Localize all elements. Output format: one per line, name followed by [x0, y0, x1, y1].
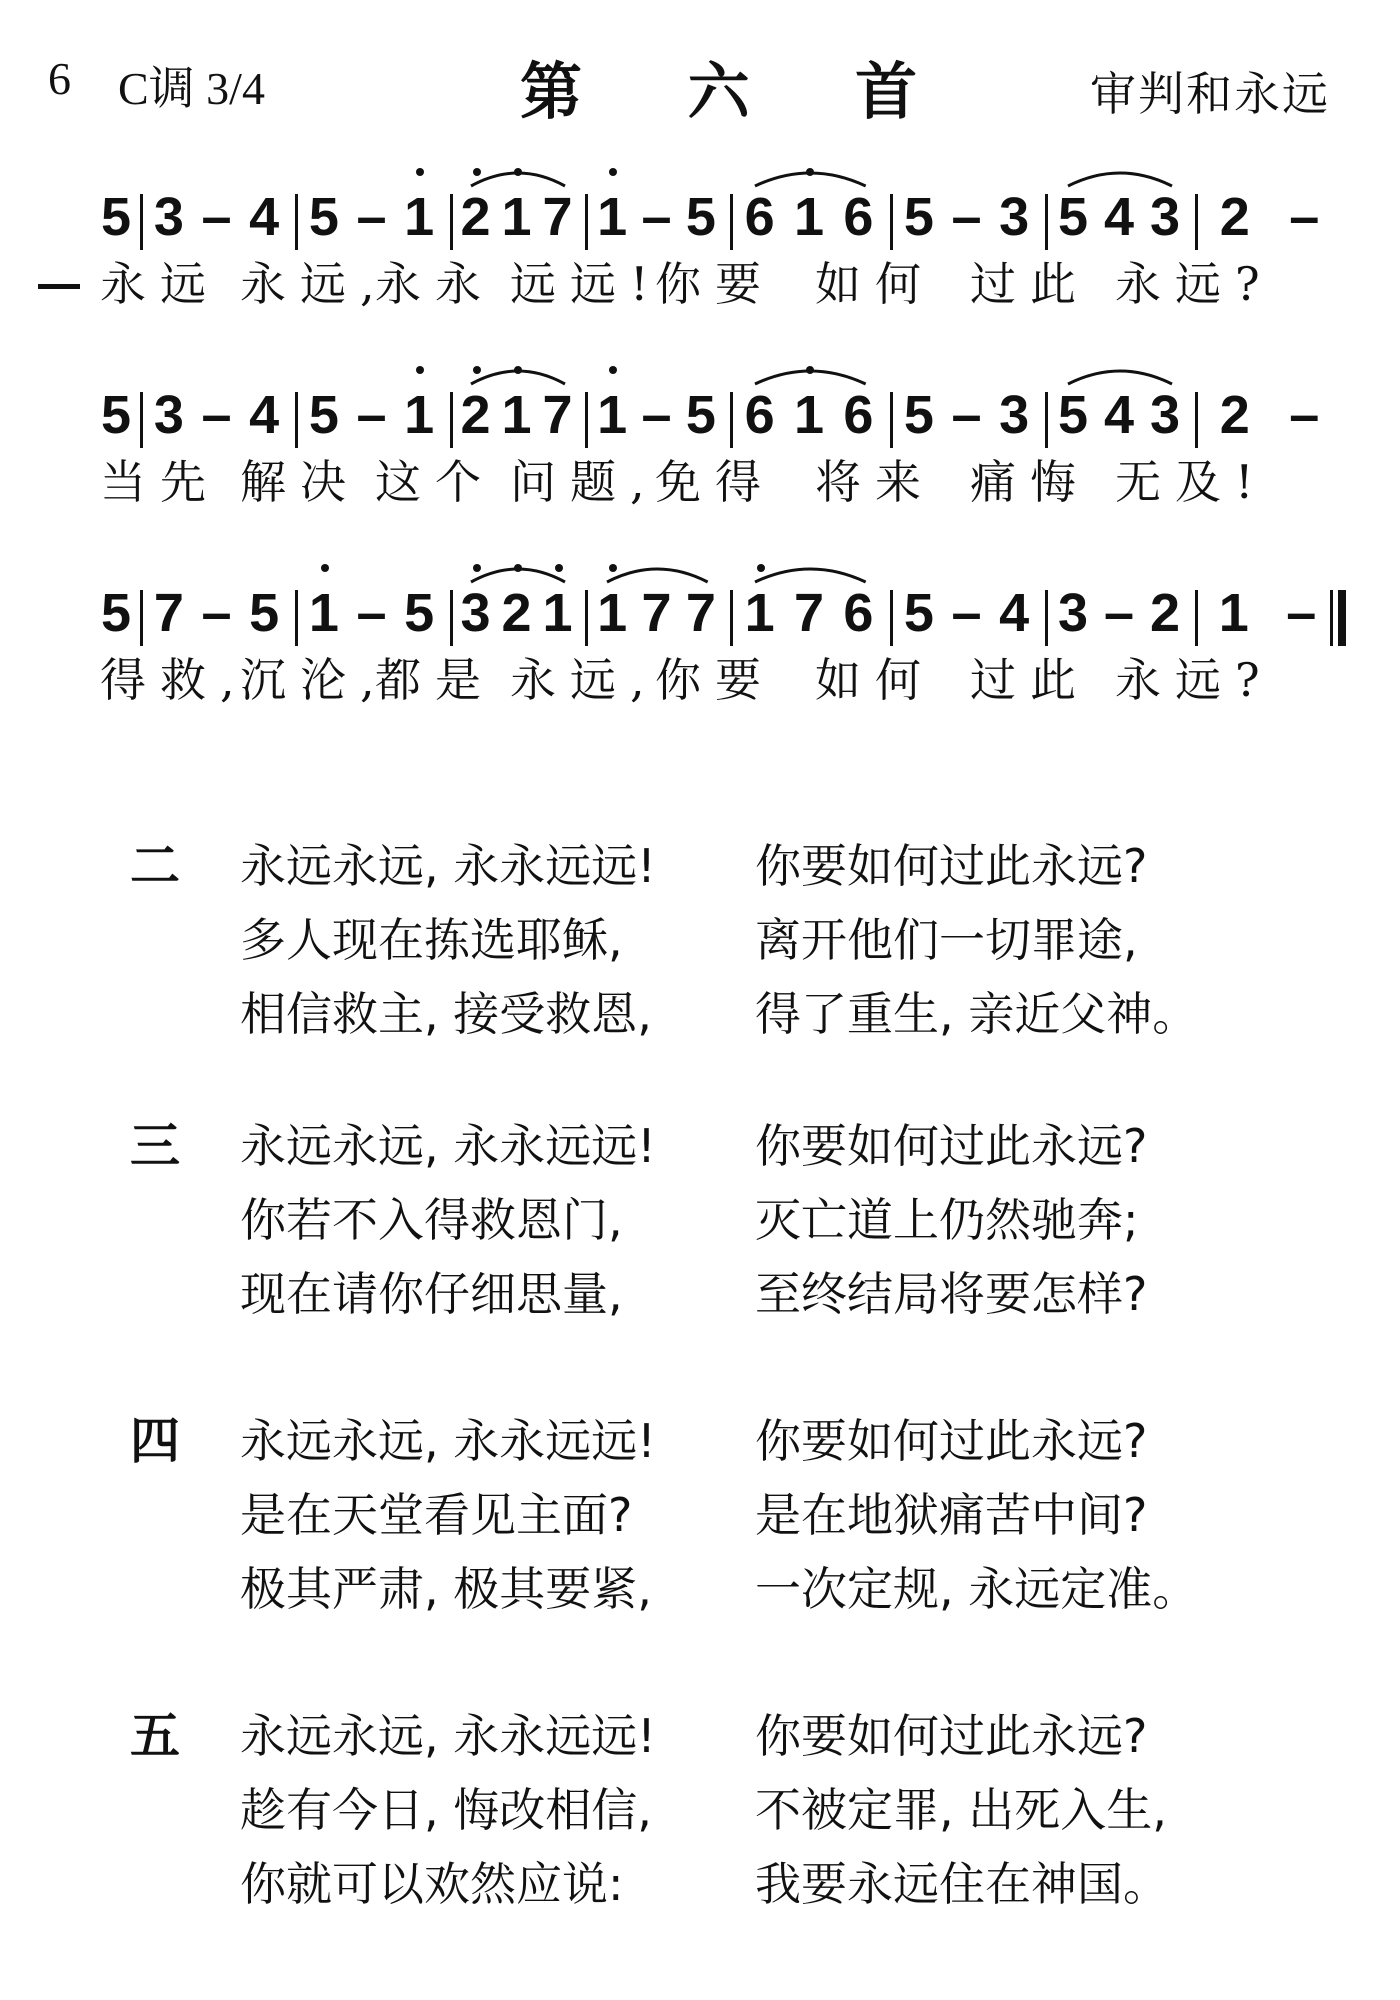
- slur-mark: [603, 562, 712, 586]
- final-barline-thick: [1338, 590, 1346, 646]
- verse-line: 离开他们一切罪途,: [755, 913, 1138, 967]
- note: 5: [903, 385, 934, 445]
- lyric-word: 问题,: [510, 455, 659, 509]
- barline: [890, 392, 893, 448]
- note: 5: [685, 385, 716, 445]
- note: 7: [641, 583, 672, 643]
- note: 1: [501, 187, 532, 247]
- high-octave-dot: [609, 366, 617, 374]
- barline: [585, 590, 588, 646]
- note: 1: [597, 583, 628, 643]
- note: 5: [903, 583, 934, 643]
- lyrics-row: [100, 256, 1340, 326]
- barline: [585, 194, 588, 250]
- note: 2: [1219, 187, 1250, 247]
- dash-extension: –: [1286, 583, 1317, 643]
- note: 2: [501, 583, 532, 643]
- note: 1: [744, 583, 775, 643]
- note: 4: [1104, 385, 1135, 445]
- note: 5: [101, 187, 132, 247]
- verse-line: 你就可以欢然应说:: [240, 1857, 624, 1911]
- lyric-word: 永远,: [240, 257, 389, 311]
- verse-line: 永远永远, 永永远远!: [240, 1119, 656, 1173]
- verse-line: 是在天堂看见主面?: [240, 1488, 633, 1542]
- note: 5: [404, 583, 435, 643]
- note: 4: [249, 187, 280, 247]
- note: 3: [999, 385, 1030, 445]
- lyric-word: 如何: [815, 257, 935, 311]
- barline: [585, 392, 588, 448]
- note: 6: [744, 385, 775, 445]
- high-octave-dot: [321, 564, 329, 572]
- verse-line: 趁有今日, 悔改相信,: [240, 1783, 652, 1837]
- lead-dash: [38, 284, 80, 289]
- dash-extension: –: [951, 385, 982, 445]
- note: 6: [843, 583, 874, 643]
- slur-mark: [1064, 166, 1176, 190]
- note: 1: [597, 187, 628, 247]
- note: 2: [1150, 583, 1181, 643]
- barline: [730, 392, 733, 448]
- note: 1: [308, 583, 339, 643]
- lyric-word: 当先: [100, 455, 220, 509]
- lyric-word: 你要: [655, 257, 775, 311]
- note: 1: [794, 385, 825, 445]
- final-barline-thin: [1330, 590, 1333, 646]
- lyric-word: 永远?: [1115, 653, 1274, 707]
- high-octave-dot: [416, 366, 424, 374]
- slur-mark: [467, 364, 569, 388]
- barline: [450, 392, 453, 448]
- barline: [1195, 194, 1198, 250]
- note: 1: [404, 187, 435, 247]
- verse-line: 永远永远, 永永远远!: [240, 1709, 656, 1763]
- note: 5: [1058, 385, 1089, 445]
- lyric-word: 过此: [970, 257, 1090, 311]
- lyric-word: 得救,: [100, 653, 249, 707]
- verse-line: 极其严肃, 极其要紧,: [240, 1562, 652, 1616]
- slur-mark: [751, 166, 870, 190]
- note: 6: [744, 187, 775, 247]
- verse-number: 三: [130, 1117, 180, 1175]
- verse-line: 永远永远, 永永远远!: [240, 1414, 656, 1468]
- note: 1: [1218, 583, 1249, 643]
- dash-extension: –: [951, 187, 982, 247]
- note: 4: [249, 385, 280, 445]
- verse-line: 多人现在拣选耶稣,: [240, 913, 623, 967]
- score-system-2: [100, 358, 1340, 524]
- note: 3: [460, 583, 491, 643]
- notes-row: [100, 556, 1340, 652]
- note: 5: [101, 385, 132, 445]
- lyric-word: 永永: [375, 257, 495, 311]
- score-system-1: [100, 160, 1340, 326]
- barline: [890, 194, 893, 250]
- verse-line: 至终结局将要怎样?: [755, 1267, 1148, 1321]
- dash-extension: –: [356, 187, 387, 247]
- note: 2: [1219, 385, 1250, 445]
- high-octave-dot: [609, 168, 617, 176]
- barline: [1195, 392, 1198, 448]
- note: 7: [685, 583, 716, 643]
- barline: [1045, 590, 1048, 646]
- barline: [450, 590, 453, 646]
- note: 5: [308, 385, 339, 445]
- lyric-word: 痛悔: [970, 455, 1090, 509]
- verse-line: 不被定罪, 出死入生,: [755, 1783, 1167, 1837]
- dash-extension: –: [1104, 583, 1135, 643]
- note: 5: [308, 187, 339, 247]
- verse-number: 二: [130, 837, 180, 895]
- barline: [890, 590, 893, 646]
- note: 1: [501, 385, 532, 445]
- slur-mark: [751, 364, 870, 388]
- dash-extension: –: [951, 583, 982, 643]
- lyric-word: 免得: [655, 455, 775, 509]
- note: 5: [903, 187, 934, 247]
- verse-line: 你要如何过此永远?: [755, 839, 1148, 893]
- slur-mark: [467, 562, 569, 586]
- note: 1: [597, 385, 628, 445]
- note: 3: [999, 187, 1030, 247]
- note: 4: [999, 583, 1030, 643]
- slur-mark: [467, 166, 569, 190]
- note: 3: [1058, 583, 1089, 643]
- lyric-word: 无及!: [1115, 455, 1268, 509]
- dash-extension: –: [356, 583, 387, 643]
- barline: [295, 392, 298, 448]
- barline: [1045, 392, 1048, 448]
- dash-extension: –: [201, 187, 232, 247]
- note: 7: [153, 583, 184, 643]
- barline: [730, 590, 733, 646]
- dash-extension: –: [1289, 385, 1320, 445]
- note: 2: [460, 187, 491, 247]
- notes-row: [100, 358, 1340, 454]
- lyric-word: 沉沦,: [240, 653, 389, 707]
- barline: [730, 194, 733, 250]
- barline: [140, 590, 143, 646]
- barline: [140, 392, 143, 448]
- note: 3: [1150, 187, 1181, 247]
- verse-line: 你若不入得救恩门,: [240, 1193, 623, 1247]
- key-time-signature: C调 3/4: [118, 63, 265, 114]
- verse-line: 我要永远住在神国。: [755, 1857, 1169, 1911]
- verse-line: 一次定规, 永远定准。: [755, 1562, 1199, 1616]
- score-system-3: [100, 556, 1340, 722]
- lyric-word: 将来: [815, 455, 935, 509]
- note: 6: [843, 385, 874, 445]
- verse-number: 五: [130, 1707, 180, 1765]
- note: 7: [542, 187, 573, 247]
- lyrics-row: [100, 454, 1340, 524]
- verse-line: 现在请你仔细思量,: [240, 1267, 623, 1321]
- barline: [450, 194, 453, 250]
- barline: [295, 194, 298, 250]
- note: 5: [249, 583, 280, 643]
- barline: [1195, 590, 1198, 646]
- barline: [295, 590, 298, 646]
- dash-extension: –: [641, 385, 672, 445]
- verse-line: 你要如何过此永远?: [755, 1709, 1148, 1763]
- note: 3: [1150, 385, 1181, 445]
- lyric-word: 解决: [240, 455, 360, 509]
- dash-extension: –: [356, 385, 387, 445]
- hymn-subtitle: 审判和永远: [1090, 67, 1330, 121]
- lyric-word: 远远!: [510, 257, 663, 311]
- lyric-word: 这个: [375, 455, 495, 509]
- dash-extension: –: [201, 583, 232, 643]
- lyric-word: 如何: [815, 653, 935, 707]
- lyrics-row: [100, 652, 1340, 722]
- note: 3: [153, 385, 184, 445]
- lyric-word: 永远?: [1115, 257, 1274, 311]
- lyric-word: 你要: [655, 653, 775, 707]
- note: 5: [685, 187, 716, 247]
- high-octave-dot: [416, 168, 424, 176]
- dash-extension: –: [641, 187, 672, 247]
- slur-mark: [1064, 364, 1176, 388]
- verse-line: 永远永远, 永永远远!: [240, 839, 656, 893]
- lyric-word: 永远,: [510, 653, 659, 707]
- hymn-header: [0, 0, 1400, 140]
- lyric-word: 都是: [375, 653, 495, 707]
- verse-line: 你要如何过此永远?: [755, 1119, 1148, 1173]
- dash-extension: –: [1289, 187, 1320, 247]
- hymn-title: 第 六 首: [520, 55, 960, 128]
- notes-row: [100, 160, 1340, 256]
- slur-mark: [751, 562, 870, 586]
- barline: [140, 194, 143, 250]
- note: 7: [542, 385, 573, 445]
- note: 3: [153, 187, 184, 247]
- note: 6: [843, 187, 874, 247]
- note: 2: [460, 385, 491, 445]
- note: 7: [794, 583, 825, 643]
- note: 1: [542, 583, 573, 643]
- hymn-number: 6: [48, 53, 71, 104]
- lyric-word: 永远: [100, 257, 220, 311]
- note: 5: [1058, 187, 1089, 247]
- note: 1: [404, 385, 435, 445]
- verse-line: 你要如何过此永远?: [755, 1414, 1148, 1468]
- verse-number: 四: [130, 1412, 180, 1470]
- verse-line: 相信救主, 接受救恩,: [240, 987, 652, 1041]
- note: 5: [101, 583, 132, 643]
- verse-line: 得了重生, 亲近父神。: [755, 987, 1199, 1041]
- verse-line: 是在地狱痛苦中间?: [755, 1488, 1148, 1542]
- dash-extension: –: [201, 385, 232, 445]
- verse-line: 灭亡道上仍然驰奔;: [755, 1193, 1139, 1247]
- barline: [1045, 194, 1048, 250]
- lyric-word: 过此: [970, 653, 1090, 707]
- note: 4: [1104, 187, 1135, 247]
- note: 1: [794, 187, 825, 247]
